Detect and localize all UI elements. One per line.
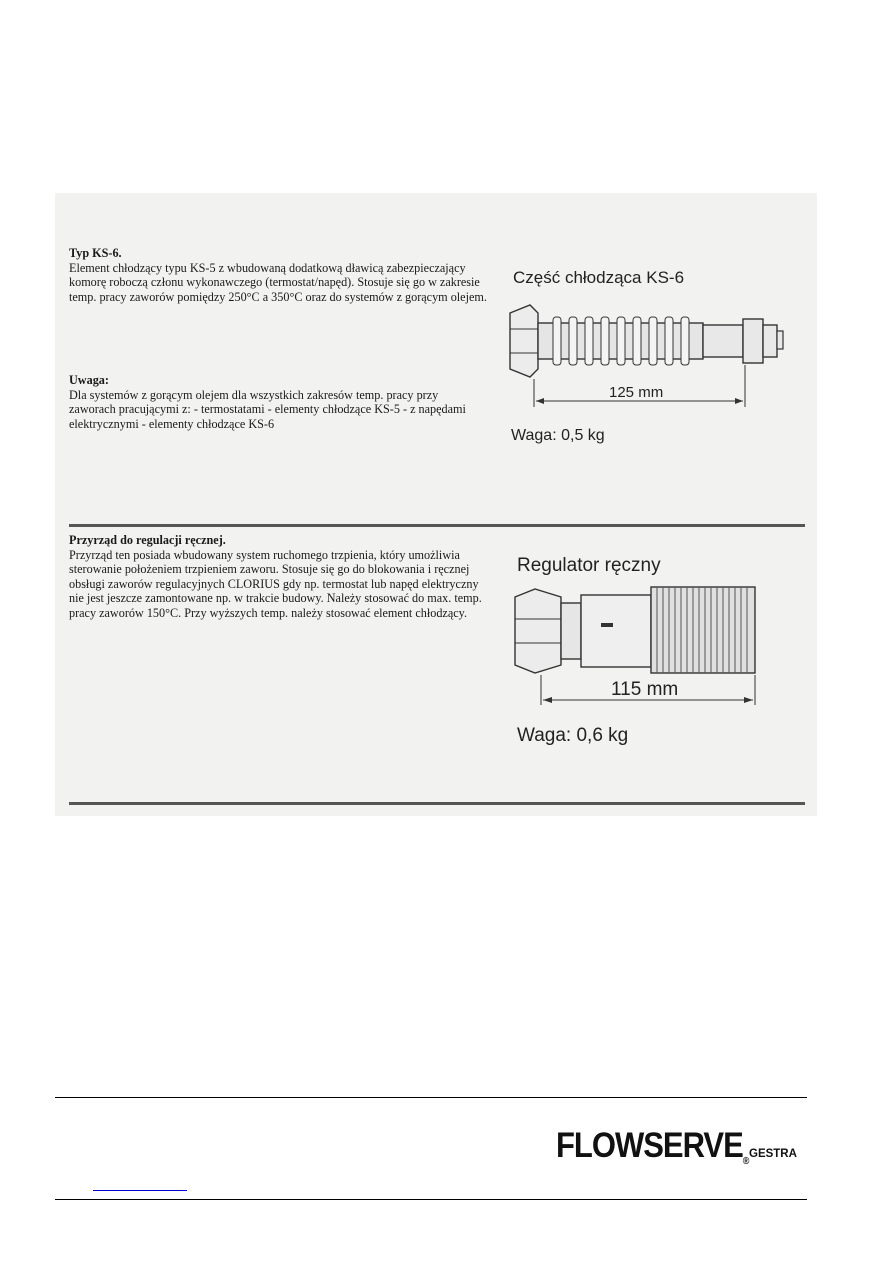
note-block bbox=[69, 373, 487, 431]
ks6-figure bbox=[505, 261, 805, 451]
flowserve-logo bbox=[556, 1125, 749, 1166]
note-body: Dla systemów z gorącym olejem dla wszystkich zakresów temp. pracy przy zaworach pracującymi z: - termostatami - elementy chłodzące KS-5 - z napędami elektrycznymi - elementy chłodzące KS-6 bbox=[69, 387, 466, 431]
ks6-dimension: 125 mm bbox=[609, 384, 664, 401]
ks6-drawing bbox=[505, 261, 805, 451]
regulator-drawing bbox=[505, 545, 805, 755]
footer-bottom-rule bbox=[55, 1199, 807, 1200]
registered-mark: ® bbox=[742, 1154, 750, 1167]
regulator-body: Przyrząd ten posiada wbudowany system ruchomego trzpienia, który umożliwia sterowanie położeniem trzpieniem zaworu. Stosuje się go do blokowania i ręcznej obsługi zaworów regulacyjnych CLORIUS gdy np. termostat lub napęd elektryczny nie jest jeszcze zamontowane np. w trakcie budowy. Należy stosować do max. temp. pracy zaworów 150°C. Przy wyższych temp. należy stosować element chłodzący. bbox=[69, 547, 482, 620]
ks6-body: Element chłodzący typu KS-5 z wbudowaną dodatkową dławicą zabezpieczający komorę roboczą członu wykonawczego (termostat/napęd). Stosuje się go w zakresie temp. pracy zaworów pomiędzy 250°C a 350°C oraz do systemów z gorącym olejem. bbox=[69, 260, 487, 304]
gestra-brand: GESTRA bbox=[749, 1148, 797, 1160]
regulator-figure bbox=[505, 545, 805, 755]
manual-regulator-description bbox=[69, 533, 487, 620]
ks6-title: Typ KS-6. bbox=[69, 246, 122, 260]
flowserve-wordmark: FLOWSERVE bbox=[556, 1125, 743, 1166]
scanned-datasheet bbox=[55, 193, 817, 816]
section-divider-bottom bbox=[69, 802, 805, 805]
regulator-caption: Regulator ręczny bbox=[517, 555, 661, 576]
section-divider bbox=[69, 524, 805, 527]
ks6-caption: Część chłodząca KS-6 bbox=[513, 268, 685, 287]
footer-top-rule bbox=[55, 1097, 807, 1098]
regulator-weight: Waga: 0,6 kg bbox=[517, 725, 629, 746]
regulator-dimension: 115 mm bbox=[611, 679, 679, 700]
ks6-description bbox=[69, 246, 487, 304]
website-link[interactable] bbox=[93, 1176, 187, 1191]
note-title: Uwaga: bbox=[69, 373, 109, 387]
ks6-weight: Waga: 0,5 kg bbox=[511, 427, 605, 444]
regulator-title: Przyrząd do regulacji ręcznej. bbox=[69, 533, 226, 547]
